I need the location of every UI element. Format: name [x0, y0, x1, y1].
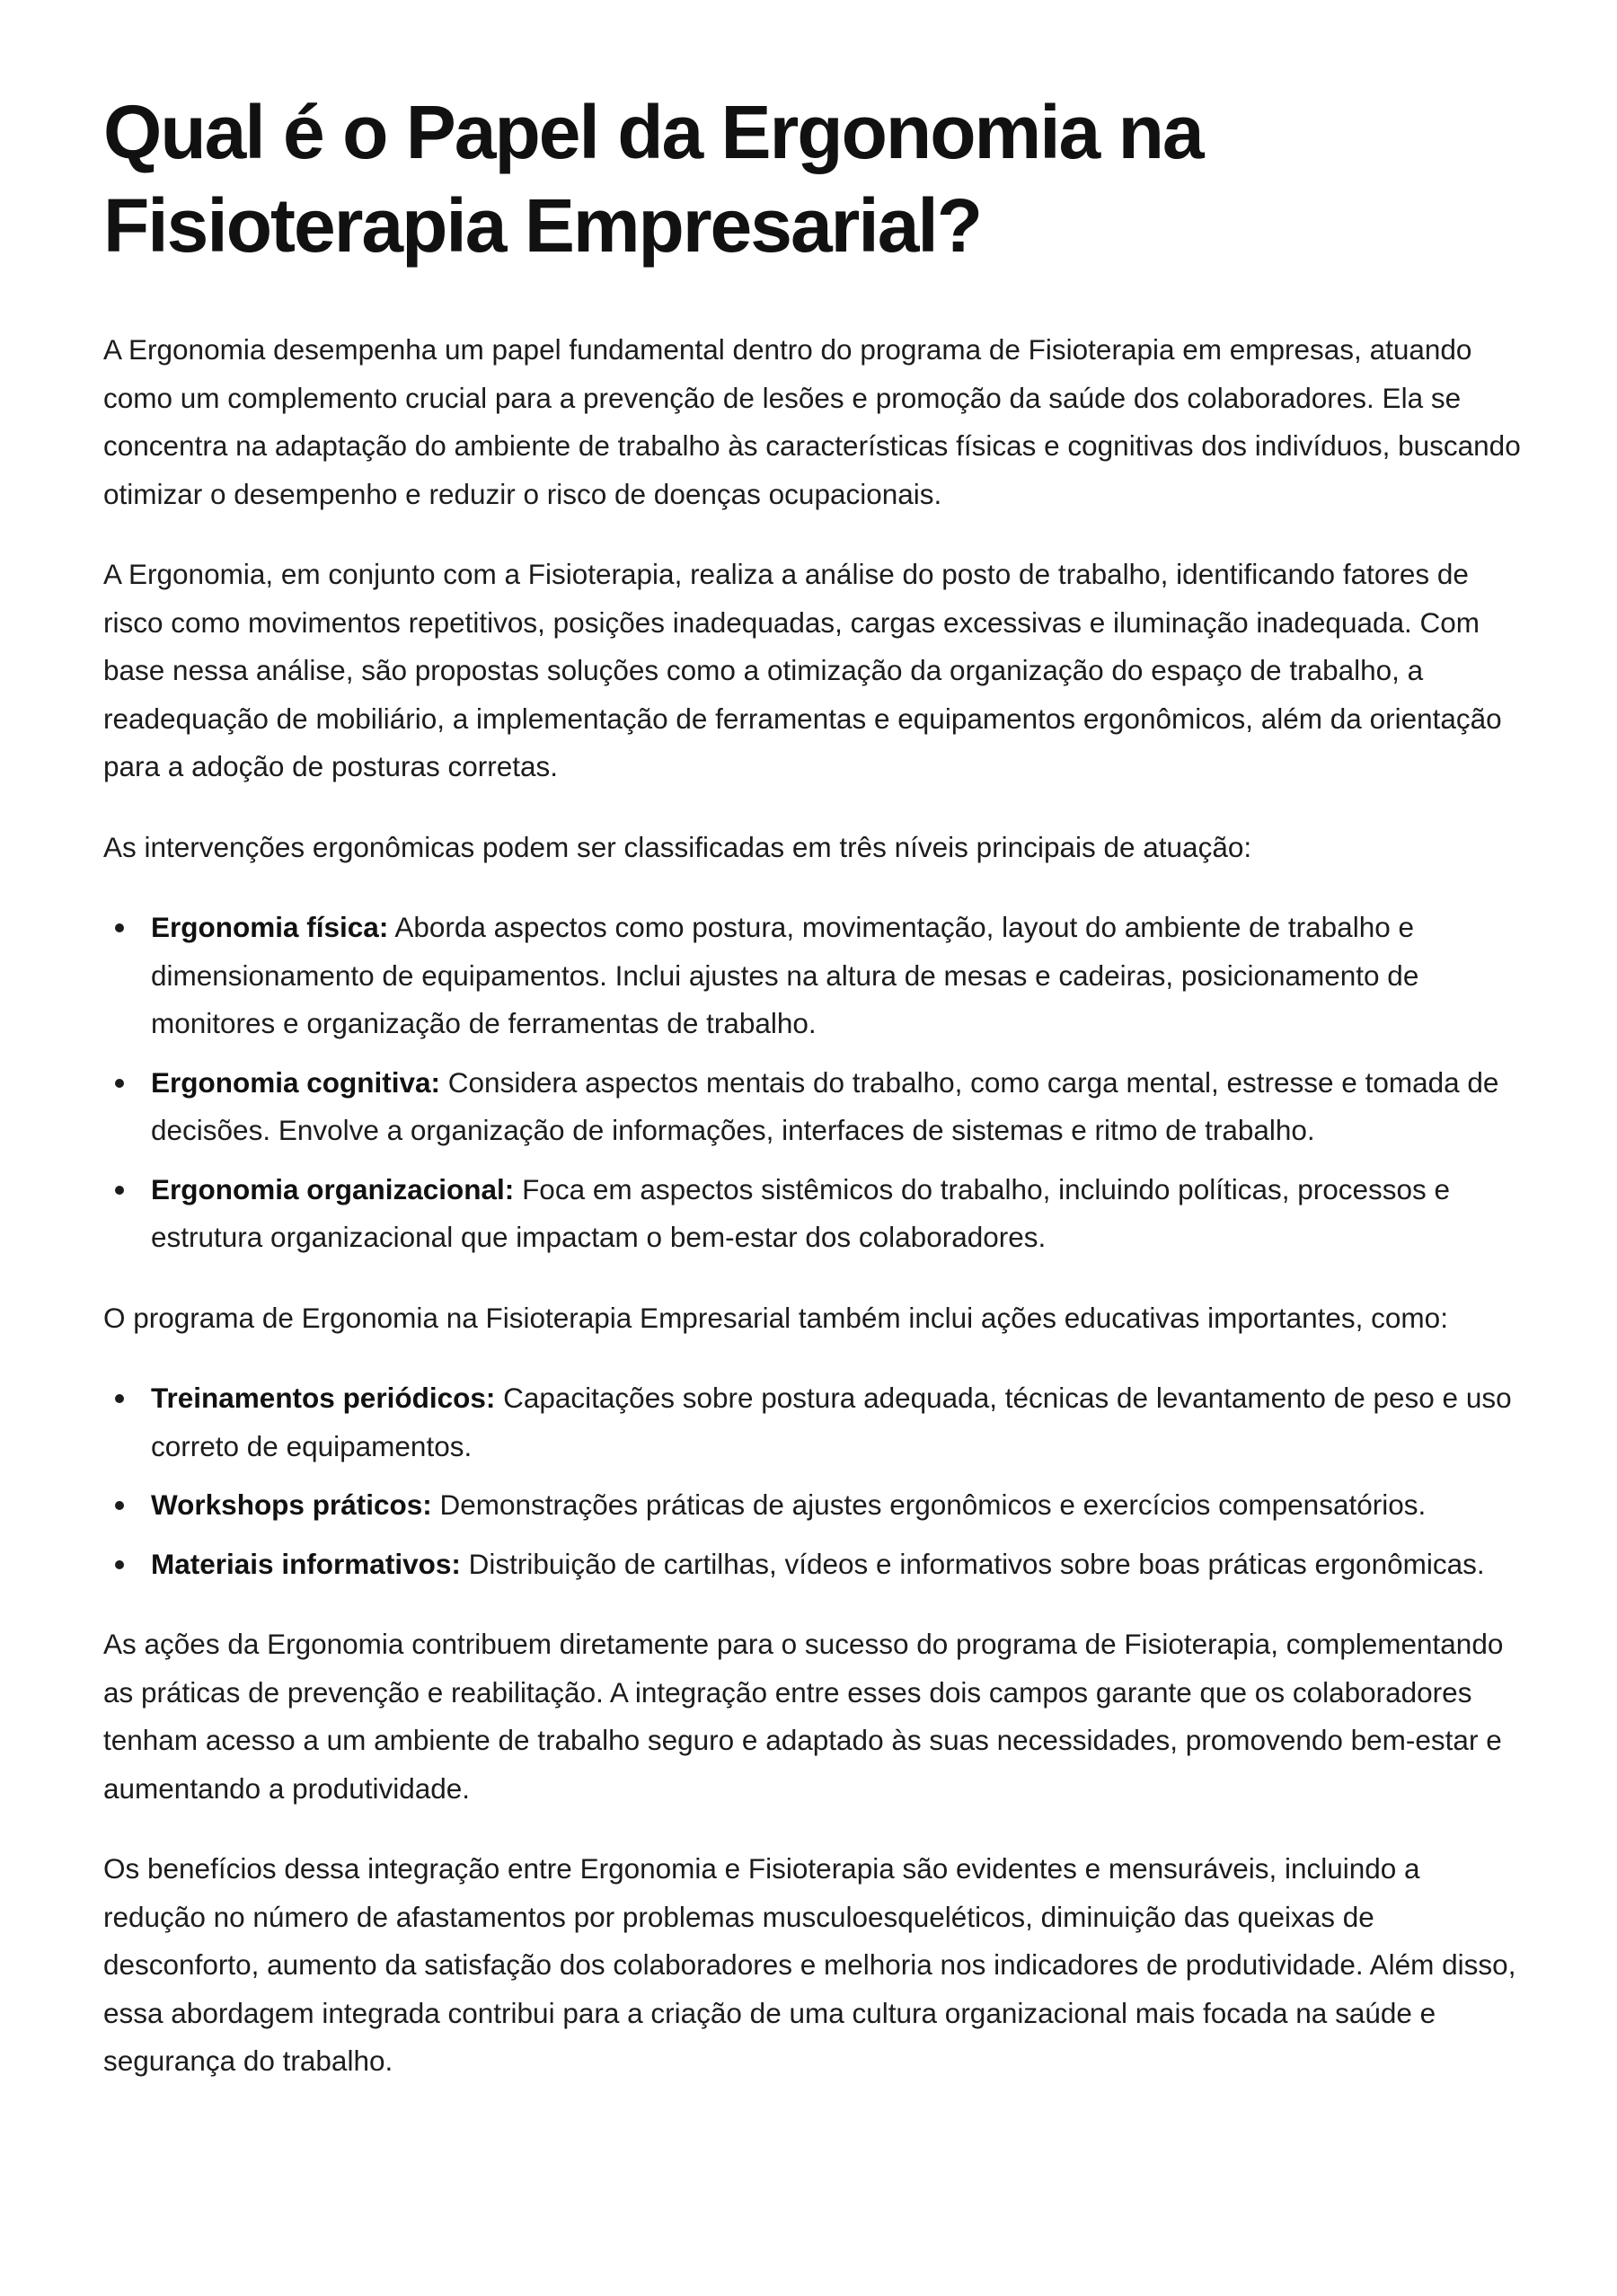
paragraph-intro: A Ergonomia desempenha um papel fundamental dentro do programa de Fisioterapia em empresas, atuando como um complemento crucial para a prevenção de lesões e promoção da saúde dos colaboradores. Ela se concentra na adaptação do ambiente de trabalho às características físicas e cognitivas dos indivíduos, buscando otimizar o desempenho e reduzir o risco de doenças ocupacionais.	[103, 333, 1521, 510]
paragraph-analysis: A Ergonomia, em conjunto com a Fisioterapia, realiza a análise do posto de trabalho, identificando fatores de risco como movimentos repetitivos, posições inadequadas, cargas excessivas e iluminação inadequada. Com base nessa análise, são propostas soluções como a otimização da organização do espaço de trabalho, a readequação de mobiliário, a implementação de ferramentas e equipamentos ergonômicos, além da orientação para a adoção de posturas corretas.	[103, 558, 1502, 782]
paragraph-actions-intro: O programa de Ergonomia na Fisioterapia Empresarial também inclui ações educativas importantes, como:	[103, 1301, 1448, 1334]
list-item-term: Materiais informativos:	[151, 1547, 461, 1580]
paragraph-contribution: As ações da Ergonomia contribuem diretamente para o sucesso do programa de Fisioterapia, complementando as práticas de prevenção e reabilitação. A integração entre esses dois campos garante que os colaboradores tenham acesso a um ambiente de trabalho seguro e adaptado às suas necessidades, promovendo bem-estar e aumentando a produtividade.	[103, 1628, 1504, 1805]
list-item-text: Distribuição de cartilhas, vídeos e informativos sobre boas práticas ergonômicas.	[460, 1547, 1485, 1580]
list-item-text: Aborda aspectos como postura, movimentação, layout do ambiente de trabalho e dimensionamento de equipamentos. Inclui ajustes na altura de mesas e cadeiras, posicionamento de monitores e organização de ferramentas de trabalho.	[151, 911, 1419, 1039]
list-item-term: Ergonomia organizacional:	[151, 1172, 515, 1205]
list-item-text: Capacitações sobre postura adequada, técnicas de levantamento de peso e uso correto de equipamentos.	[151, 1382, 1512, 1462]
actions-list	[103, 1374, 1523, 1588]
list-item	[151, 1541, 1523, 1589]
list-item-term: Workshops práticos:	[151, 1488, 432, 1521]
page-title: Qual é o Papel da Ergonomia na Fisioterapia Empresarial?	[103, 90, 1203, 268]
paragraph-levels-intro: As intervenções ergonômicas podem ser classificadas em três níveis principais de atuação:	[103, 830, 1252, 863]
paragraph-benefits: Os benefícios dessa integração entre Ergonomia e Fisioterapia são evidentes e mensuráveis, incluindo a redução no número de afastamentos por problemas musculoesqueléticos, diminuição das queixas de desconforto, aumento da satisfação dos colaboradores e melhoria nos indicadores de produtividade. Além disso, essa abordagem integrada contribui para a criação de uma cultura organizacional mais focada na saúde e segurança do trabalho.	[103, 1852, 1516, 2077]
list-item-term: Treinamentos periódicos:	[151, 1382, 496, 1414]
list-item-text: Foca em aspectos sistêmicos do trabalho, incluindo políticas, processos e estrutura organizacional que impactam o bem-estar dos colaboradores.	[151, 1172, 1451, 1253]
list-item-term: Ergonomia cognitiva:	[151, 1065, 441, 1099]
list-item-text: Demonstrações práticas de ajustes ergonômicos e exercícios compensatórios.	[431, 1488, 1427, 1521]
list-item	[151, 904, 1523, 1048]
list-item	[151, 1166, 1523, 1262]
levels-list	[103, 904, 1523, 1262]
list-item-term: Ergonomia física:	[151, 911, 389, 943]
list-item-text: Considera aspectos mentais do trabalho, como carga mental, estresse e tomada de decisões. Envolve a organização de informações, interfaces de sistemas e ritmo de trabalho.	[151, 1065, 1499, 1146]
list-item	[151, 1481, 1523, 1530]
list-item	[151, 1374, 1523, 1470]
article-body	[103, 326, 1523, 2086]
list-item	[151, 1059, 1523, 1155]
